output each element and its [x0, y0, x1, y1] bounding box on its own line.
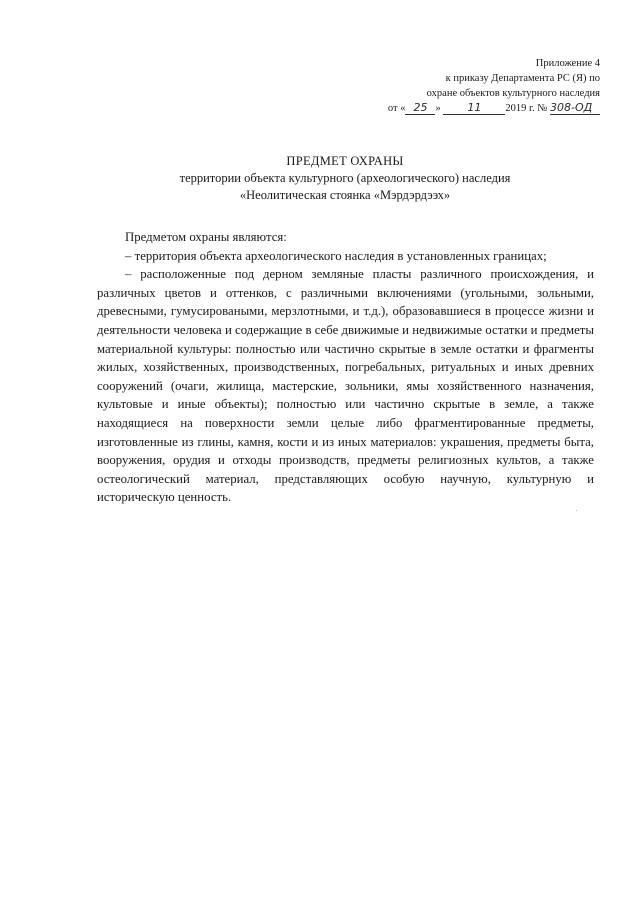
document-title: ПРЕДМЕТ ОХРАНЫ	[286, 154, 404, 168]
date-day-handwritten: 25	[405, 102, 435, 115]
appendix-number: Приложение 4	[535, 58, 600, 69]
body-item-layers: – расположенные под дерном земляные пласты различного происхождения, и различных цветов и оттенков, с различными включениями (угольными, зольными, древесными, гумусироваными, мерзлотными, и т.д.), образовавшиеся в процессе жизни и деятельности человека и содержащие в себе движимые и недвижимые остатки и предметы материальной культуры: полностью или частично скрытые в земле остатки и фрагменты жилых, хозяйственных, производственных, погребальных, ритуальных и иных древних сооружений (очаги, жилища, мастерские, зольники, ямы хозяйственного назначения, культовые и иные объекты); полностью или частично скрытые в земле, а также находящиеся на поверхности земли целые либо фрагментированные предметы, изготовленные из глины, камня, кости и из иных материалов: украшения, предметы быта, вооружения, орудия и отходы производств, предметы религиозных культов, а также остеологический материал, представляющих особую научную, культурную и историческую ценность.	[97, 267, 594, 505]
order-number-handwritten: 308-ОД	[550, 102, 600, 115]
appendix-date-line	[360, 101, 600, 116]
date-prefix: от «	[387, 103, 406, 114]
body-item-territory: – территория объекта археологического наследия в установленных границах;	[125, 248, 547, 263]
appendix-department: охране объектов культурного наследия	[426, 88, 600, 99]
appendix-block	[360, 56, 600, 116]
document-body	[97, 228, 594, 507]
document-subtitle-line2: «Неолитическая стоянка «Мэрдэрдээх»	[239, 188, 451, 202]
document-subtitle-line1: территории объекта культурного (археологического) наследия	[179, 171, 511, 185]
date-year: 2019 г. №	[505, 103, 548, 114]
scan-speck	[576, 510, 577, 511]
title-block	[100, 153, 590, 204]
date-mid: »	[435, 103, 441, 114]
date-month-handwritten: 11	[443, 102, 505, 115]
body-intro: Предметом охраны являются:	[125, 230, 287, 244]
appendix-order-ref: к приказу Департамента РС (Я) по	[445, 73, 600, 84]
